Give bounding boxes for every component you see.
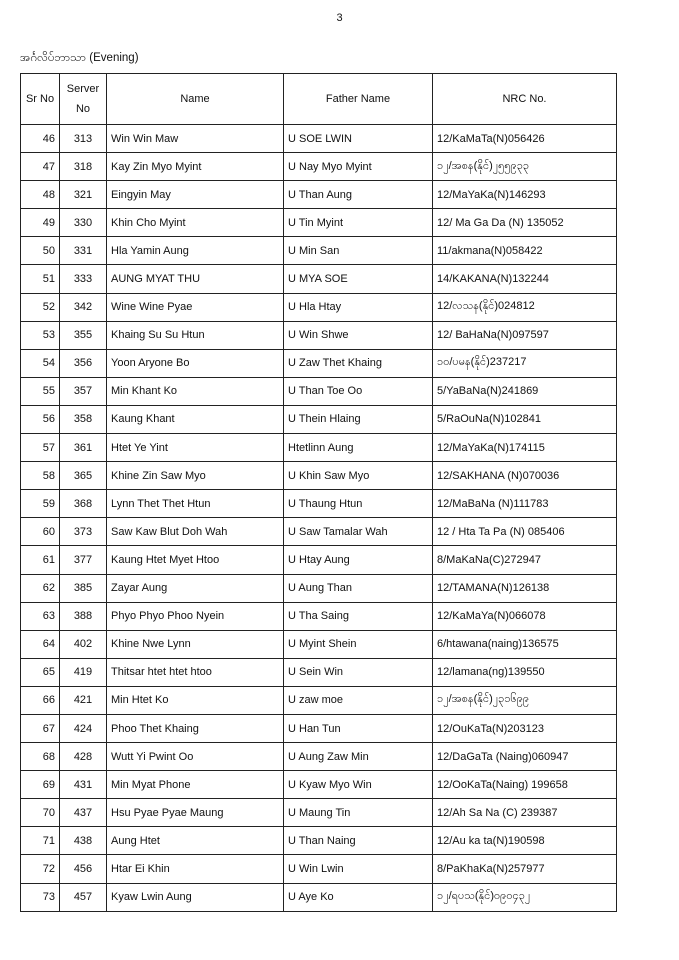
cell-sr-no: 55	[21, 377, 60, 405]
cell-father-name: U Khin Saw Myo	[284, 462, 433, 490]
cell-father-name: U Win Shwe	[284, 321, 433, 349]
cell-sr-no: 68	[21, 743, 60, 771]
cell-sr-no: 60	[21, 518, 60, 546]
header-nrc-no: NRC No.	[433, 74, 617, 125]
cell-name: AUNG MYAT THU	[107, 265, 284, 293]
cell-nrc-no: 12/ BaHaNa(N)097597	[433, 321, 617, 349]
table-row	[21, 377, 617, 405]
cell-name: Wine Wine Pyae	[107, 293, 284, 321]
cell-server-no: 388	[60, 602, 107, 630]
cell-name: Htet Ye Yint	[107, 434, 284, 462]
cell-nrc-no: 12/KaMaTa(N)056426	[433, 125, 617, 153]
cell-name: Kyaw Lwin Aung	[107, 883, 284, 911]
cell-name: Min Khant Ko	[107, 377, 284, 405]
cell-father-name: U Zaw Thet Khaing	[284, 349, 433, 377]
cell-sr-no: 67	[21, 714, 60, 742]
table-row	[21, 827, 617, 855]
cell-nrc-no: 12/MaYaKa(N)174115	[433, 434, 617, 462]
table-row	[21, 321, 617, 349]
cell-server-no: 402	[60, 630, 107, 658]
table-row	[21, 658, 617, 686]
header-name: Name	[107, 74, 284, 125]
cell-father-name: U MYA SOE	[284, 265, 433, 293]
cell-server-no: 438	[60, 827, 107, 855]
cell-name: Wutt Yi Pwint Oo	[107, 743, 284, 771]
table-row	[21, 349, 617, 377]
table-row	[21, 714, 617, 742]
cell-name: Min Htet Ko	[107, 686, 284, 714]
table-body	[21, 125, 617, 912]
cell-server-no: 356	[60, 349, 107, 377]
cell-server-no: 457	[60, 883, 107, 911]
cell-nrc-no: 12 / Hta Ta Pa (N) 085406	[433, 518, 617, 546]
table-row	[21, 771, 617, 799]
student-roster-table	[20, 73, 617, 912]
cell-server-no: 313	[60, 125, 107, 153]
cell-nrc-no: 11/akmana(N)058422	[433, 237, 617, 265]
cell-server-no: 437	[60, 799, 107, 827]
table-row	[21, 265, 617, 293]
table-row	[21, 153, 617, 181]
cell-nrc-no: 12/DaGaTa (Naing)060947	[433, 743, 617, 771]
cell-nrc-no: ၁၀/ပမန(နိုင်)237217	[433, 349, 617, 377]
cell-server-no: 419	[60, 658, 107, 686]
cell-father-name: U Aung Than	[284, 574, 433, 602]
table-row	[21, 602, 617, 630]
cell-sr-no: 53	[21, 321, 60, 349]
cell-nrc-no: 8/MaKaNa(C)272947	[433, 546, 617, 574]
cell-sr-no: 69	[21, 771, 60, 799]
header-sr-no: Sr No	[21, 74, 60, 125]
cell-server-no: 318	[60, 153, 107, 181]
table-row	[21, 743, 617, 771]
cell-father-name: U Than Naing	[284, 827, 433, 855]
cell-sr-no: 59	[21, 490, 60, 518]
page-number: 3	[336, 12, 343, 24]
cell-sr-no: 71	[21, 827, 60, 855]
cell-sr-no: 49	[21, 209, 60, 237]
cell-name: Hsu Pyae Pyae Maung	[107, 799, 284, 827]
cell-name: Win Win Maw	[107, 125, 284, 153]
cell-father-name: U Win Lwin	[284, 855, 433, 883]
cell-nrc-no: 12/lamana(ng)139550	[433, 658, 617, 686]
cell-nrc-no: 14/KAKANA(N)132244	[433, 265, 617, 293]
cell-server-no: 358	[60, 405, 107, 433]
cell-nrc-no: 12/MaBaNa (N)111783	[433, 490, 617, 518]
cell-father-name: U Thein Hlaing	[284, 405, 433, 433]
cell-name: Phyo Phyo Phoo Nyein	[107, 602, 284, 630]
table-row	[21, 125, 617, 153]
cell-sr-no: 50	[21, 237, 60, 265]
cell-father-name: U Maung Tin	[284, 799, 433, 827]
table-row	[21, 405, 617, 433]
cell-father-name: Htetlinn Aung	[284, 434, 433, 462]
table-row	[21, 574, 617, 602]
cell-nrc-no: 12/SAKHANA (N)070036	[433, 462, 617, 490]
cell-sr-no: 52	[21, 293, 60, 321]
cell-sr-no: 62	[21, 574, 60, 602]
cell-nrc-no: 12/MaYaKa(N)146293	[433, 181, 617, 209]
cell-father-name: U Tin Myint	[284, 209, 433, 237]
cell-sr-no: 51	[21, 265, 60, 293]
cell-name: Khin Cho Myint	[107, 209, 284, 237]
cell-server-no: 355	[60, 321, 107, 349]
cell-name: Min Myat Phone	[107, 771, 284, 799]
cell-name: Kay Zin Myo Myint	[107, 153, 284, 181]
cell-nrc-no: 12/TAMANA(N)126138	[433, 574, 617, 602]
cell-sr-no: 72	[21, 855, 60, 883]
cell-name: Kaung Khant	[107, 405, 284, 433]
cell-name: Aung Htet	[107, 827, 284, 855]
cell-nrc-no: ၁၂/အစန(နိုင်)၂၅၅၉၃၃	[433, 153, 617, 181]
cell-name: Kaung Htet Myet Htoo	[107, 546, 284, 574]
cell-server-no: 357	[60, 377, 107, 405]
cell-sr-no: 57	[21, 434, 60, 462]
cell-nrc-no: ၁၂/ရပသ(နိုင်)၀၉၀၄၃၂	[433, 883, 617, 911]
cell-father-name: U Than Toe Oo	[284, 377, 433, 405]
cell-nrc-no: 12/OoKaTa(Naing) 199658	[433, 771, 617, 799]
cell-sr-no: 58	[21, 462, 60, 490]
cell-father-name: U Kyaw Myo Win	[284, 771, 433, 799]
cell-father-name: U Aung Zaw Min	[284, 743, 433, 771]
cell-name: Khaing Su Su Htun	[107, 321, 284, 349]
cell-nrc-no: 12/Ah Sa Na (C) 239387	[433, 799, 617, 827]
cell-father-name: U Hla Htay	[284, 293, 433, 321]
cell-nrc-no: 8/PaKhaKa(N)257977	[433, 855, 617, 883]
cell-server-no: 361	[60, 434, 107, 462]
cell-father-name: U SOE LWIN	[284, 125, 433, 153]
cell-father-name: U Thaung Htun	[284, 490, 433, 518]
cell-sr-no: 73	[21, 883, 60, 911]
table-row	[21, 630, 617, 658]
table-row	[21, 518, 617, 546]
cell-sr-no: 47	[21, 153, 60, 181]
cell-father-name: U Nay Myo Myint	[284, 153, 433, 181]
table-row	[21, 883, 617, 911]
cell-server-no: 368	[60, 490, 107, 518]
cell-father-name: U Than Aung	[284, 181, 433, 209]
cell-name: Eingyin May	[107, 181, 284, 209]
cell-server-no: 330	[60, 209, 107, 237]
table-row	[21, 490, 617, 518]
cell-nrc-no: 12/လသန(နိုင်)024812	[433, 293, 617, 321]
cell-father-name: U Min San	[284, 237, 433, 265]
cell-sr-no: 65	[21, 658, 60, 686]
table-row	[21, 686, 617, 714]
cell-nrc-no: 12/ Ma Ga Da (N) 135052	[433, 209, 617, 237]
table-row	[21, 546, 617, 574]
cell-server-no: 333	[60, 265, 107, 293]
table-row	[21, 434, 617, 462]
cell-server-no: 424	[60, 714, 107, 742]
cell-nrc-no: ၁၂/အစန(နိုင်)၂၃၁၆၉၉	[433, 686, 617, 714]
cell-server-no: 373	[60, 518, 107, 546]
cell-name: Saw Kaw Blut Doh Wah	[107, 518, 284, 546]
cell-father-name: U Tha Saing	[284, 602, 433, 630]
cell-father-name: U Htay Aung	[284, 546, 433, 574]
cell-sr-no: 48	[21, 181, 60, 209]
table-row	[21, 293, 617, 321]
cell-father-name: U Sein Win	[284, 658, 433, 686]
table-row	[21, 462, 617, 490]
header-father-name: Father Name	[284, 74, 433, 125]
header-server-line2: No	[75, 103, 91, 115]
cell-server-no: 421	[60, 686, 107, 714]
cell-sr-no: 56	[21, 405, 60, 433]
cell-sr-no: 61	[21, 546, 60, 574]
cell-server-no: 321	[60, 181, 107, 209]
table-row	[21, 209, 617, 237]
cell-sr-no: 66	[21, 686, 60, 714]
cell-name: Htar Ei Khin	[107, 855, 284, 883]
header-server-line1: Server	[66, 83, 100, 95]
cell-sr-no: 64	[21, 630, 60, 658]
cell-nrc-no: 6/htawana(naing)136575	[433, 630, 617, 658]
cell-nrc-no: 5/RaOuNa(N)102841	[433, 405, 617, 433]
cell-father-name: U Saw Tamalar Wah	[284, 518, 433, 546]
cell-name: Phoo Thet Khaing	[107, 714, 284, 742]
table-row	[21, 855, 617, 883]
cell-sr-no: 46	[21, 125, 60, 153]
table-header-row	[21, 74, 617, 125]
cell-server-no: 365	[60, 462, 107, 490]
cell-father-name: U Han Tun	[284, 714, 433, 742]
header-server-no	[60, 74, 107, 125]
section-title: အင်္ဂလိပ်ဘာသာ (Evening)	[20, 52, 139, 64]
cell-server-no: 342	[60, 293, 107, 321]
cell-server-no: 456	[60, 855, 107, 883]
cell-sr-no: 70	[21, 799, 60, 827]
cell-nrc-no: 12/Au ka ta(N)190598	[433, 827, 617, 855]
cell-nrc-no: 5/YaBaNa(N)241869	[433, 377, 617, 405]
table-row	[21, 181, 617, 209]
cell-father-name: U Myint Shein	[284, 630, 433, 658]
cell-server-no: 385	[60, 574, 107, 602]
cell-father-name: U zaw moe	[284, 686, 433, 714]
cell-nrc-no: 12/KaMaYa(N)066078	[433, 602, 617, 630]
cell-server-no: 428	[60, 743, 107, 771]
table-row	[21, 237, 617, 265]
table-row	[21, 799, 617, 827]
cell-father-name: U Aye Ko	[284, 883, 433, 911]
cell-server-no: 431	[60, 771, 107, 799]
table-header	[21, 74, 617, 125]
cell-name: Yoon Aryone Bo	[107, 349, 284, 377]
cell-server-no: 377	[60, 546, 107, 574]
cell-name: Khine Nwe Lynn	[107, 630, 284, 658]
cell-nrc-no: 12/OuKaTa(N)203123	[433, 714, 617, 742]
cell-name: Thitsar htet htet htoo	[107, 658, 284, 686]
cell-name: Khine Zin Saw Myo	[107, 462, 284, 490]
cell-server-no: 331	[60, 237, 107, 265]
cell-sr-no: 54	[21, 349, 60, 377]
cell-name: Lynn Thet Thet Htun	[107, 490, 284, 518]
cell-sr-no: 63	[21, 602, 60, 630]
cell-name: Zayar Aung	[107, 574, 284, 602]
cell-name: Hla Yamin Aung	[107, 237, 284, 265]
